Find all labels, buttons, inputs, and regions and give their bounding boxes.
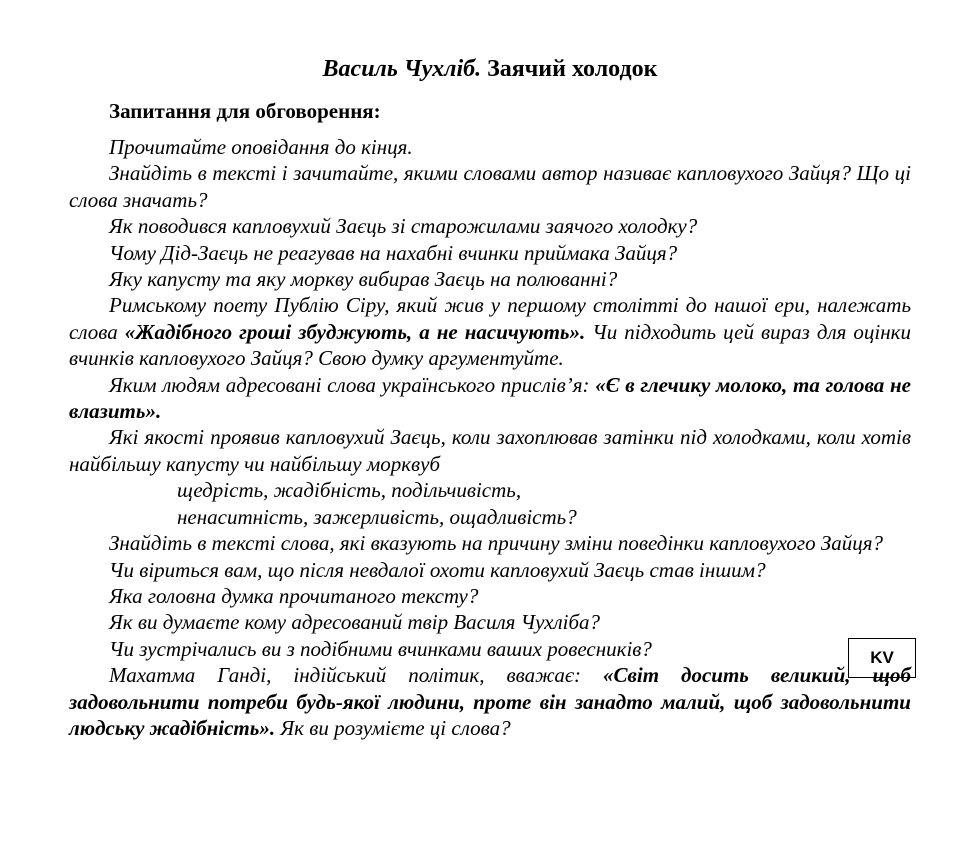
question-2: Знайдіть в тексті і зачитайте, якими словами автор називає капловухого Зайця? Що ці слова значать? bbox=[69, 161, 911, 212]
question-5: Яку капусту та яку моркву вибирав Заєць на полюванні? bbox=[109, 267, 618, 292]
question-1: Прочитайте оповідання до кінця. bbox=[109, 135, 413, 159]
question-6-tail: Чи підходить цей вираз для оцінки вчинків капловухого Зайця? Свою думку аргументуйте. bbox=[69, 319, 911, 371]
title-work: Заячий холодок bbox=[481, 56, 658, 82]
option-line-1: щедрість, жадібність, подільчивість, bbox=[177, 478, 522, 503]
question-14-text: Махатма Ганді, індійський політик, вважає: bbox=[109, 663, 603, 688]
question-10: Чи віриться вам, що після невдалої охоти капловухий Заєць став іншим? bbox=[109, 557, 766, 582]
question-13: Чи зустрічались ви з подібними вчинками ваших ровесників? bbox=[109, 636, 652, 661]
question-11: Яка головна думка прочитаного тексту? bbox=[109, 583, 479, 608]
question-6 bbox=[69, 292, 911, 371]
title-author: Василь Чухліб. bbox=[322, 56, 482, 82]
kv-badge: KV bbox=[848, 638, 916, 678]
quote-seneca: «Жадібного гроші збуджують, а не насичують». bbox=[124, 319, 586, 344]
question-7 bbox=[69, 372, 911, 425]
question-12: Як ви думаєте кому адресований твір Василя Чухліба? bbox=[109, 610, 601, 635]
question-14 bbox=[69, 662, 911, 741]
option-line-2: ненаситність, зажерливість, ощадливість? bbox=[177, 504, 577, 529]
quote-gandhi: «Світ досить великий, щоб задовольнити потреби будь-якої людини, проте він занадто малий, щоб задовольнити людську жадібність». bbox=[69, 663, 912, 740]
page-title bbox=[0, 56, 980, 83]
question-7-text: Яким людям адресовані слова українського прислів’я: bbox=[109, 372, 596, 397]
questions-body bbox=[69, 134, 911, 741]
question-3: Як поводився капловухий Заєць зі старожилами заячого холодку? bbox=[109, 214, 698, 239]
section-heading: Запитання для обговорення: bbox=[109, 99, 381, 123]
proverb-quote: «Є в глечику молоко, та голова не влазить». bbox=[69, 372, 911, 424]
question-6-text: Римському поету Публію Сіру, який жив у першому столітті до нашої ери, належать слова bbox=[69, 293, 911, 344]
question-14-tail: Як ви розумієте ці слова? bbox=[275, 715, 511, 740]
question-8: Які якості проявив капловухий Заєць, коли захоплював затінки під холодками, коли хотів найбільшу капусту чи найбільшу морквуб bbox=[69, 425, 911, 476]
question-4: Чому Дід-Заєць не реагував на нахабні вчинки приймака Зайця? bbox=[109, 240, 678, 265]
question-9: Знайдіть в тексті слова, які вказують на причину зміни поведінки капловухого Зайця? bbox=[109, 531, 884, 556]
